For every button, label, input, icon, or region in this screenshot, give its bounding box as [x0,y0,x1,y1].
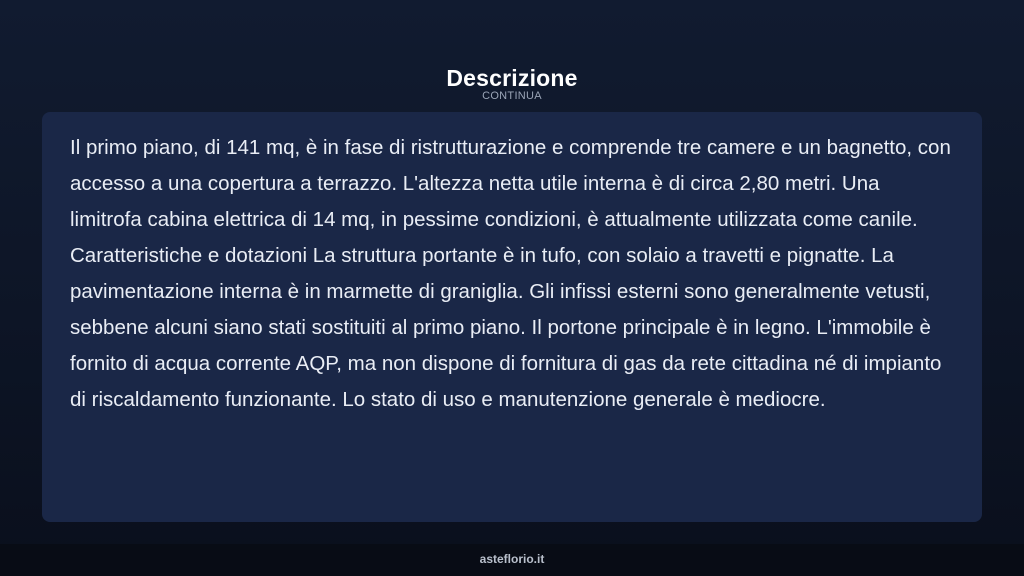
description-text: Il primo piano, di 141 mq, è in fase di ristrutturazione e comprende tre camere e un bagnetto, con accesso a una copertura a terrazzo. L'altezza netta utile interna è di circa 2,80 metri. Una limitrofa cabina elettrica di 14 mq, in pessime condizioni, è attualmente utilizzata come canile. Caratteristiche e dotazioni La struttura portante è in tufo, con solaio a travetti e pignatte. La pavimentazione interna è in marmette di graniglia. Gli infissi esterni sono generalmente vetusti, sebbene alcuni siano stati sostituiti al primo piano. Il portone principale è in legno. L'immobile è fornito di acqua corrente AQP, ma non dispone di fornitura di gas da rete cittadina né di impianto di riscaldamento funzionante. Lo stato di uso e manutenzione generale è mediocre. [70,136,951,411]
footer-brand: asteflorio.it [479,552,545,566]
page-title: Descrizione [446,65,578,92]
page-subtitle: CONTINUA [482,90,542,102]
description-card [42,112,982,522]
